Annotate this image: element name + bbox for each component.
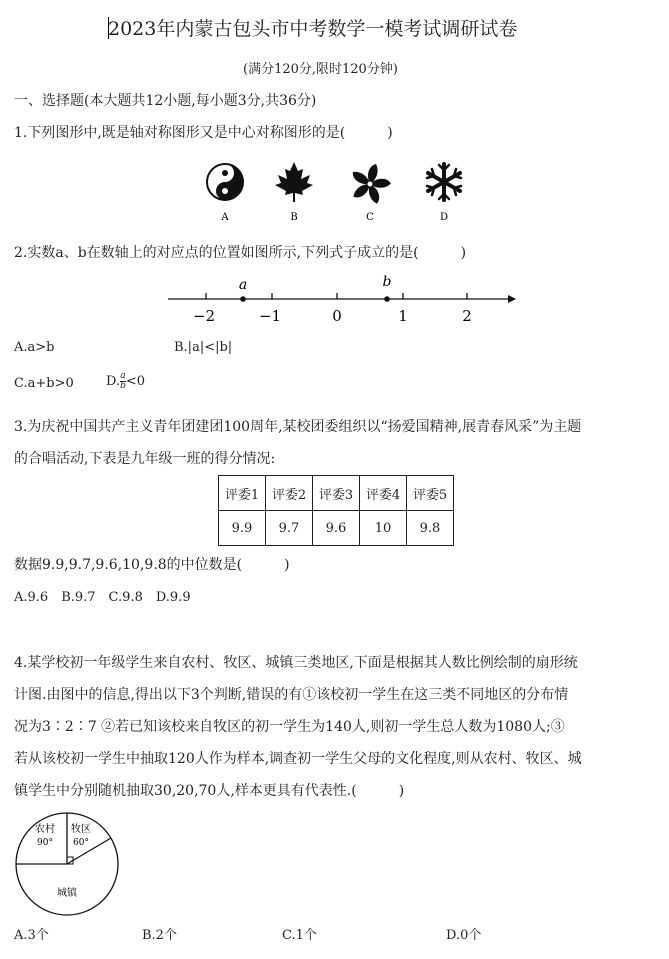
tick-label: 1	[398, 307, 408, 325]
q1-label-d: D	[439, 212, 449, 223]
q2-option-a: A.a>b	[14, 340, 55, 355]
table-header-cell: 评委2	[266, 476, 313, 511]
table-header-cell: 评委4	[360, 476, 407, 511]
q2-option-d-suffix: <0	[125, 374, 146, 389]
q2-option-d-prefix: D.	[106, 374, 121, 389]
pie-pastoral-angle: 60°	[73, 838, 89, 848]
q3-question: 数据9.9,9.7,9.6,10,9.8的中位数是( )	[14, 557, 290, 573]
pie-town-label: 城镇	[57, 888, 77, 899]
pie-rural-label: 农村	[35, 824, 55, 835]
maple-leaf-icon	[275, 162, 313, 202]
q2-option-c: C.a+b>0	[14, 376, 74, 391]
fraction-denominator: b	[120, 381, 126, 391]
table-header-cell: 评委3	[313, 476, 360, 511]
tick-label: −2	[192, 307, 216, 325]
q4-line3: 况为3∶2∶7 ②若已知该校来自牧区的初一学生为140人,则初一学生总人数为1080人;③	[14, 719, 565, 735]
q3-line1: 3.为庆祝中国共产主义青年团建团100周年,某校团委组织以“扬爱国精神,展青春风采”为主题	[14, 419, 582, 435]
q4-line5: 镇学生中分别随机抽取30,20,70人,样本更具有代表性.( )	[14, 783, 405, 799]
table-cell: 9.7	[266, 511, 313, 546]
tick-label: −1	[258, 307, 282, 325]
pie-rural-angle: 90°	[37, 838, 53, 848]
table-cell: 9.8	[407, 511, 454, 546]
q4-option-b: B.2个	[142, 928, 177, 943]
section-heading: 一、选择题(本大题共12小题,每小题3分,共36分)	[14, 93, 317, 109]
q4-option-c: C.1个	[282, 928, 317, 943]
table-cell: 9.9	[219, 511, 266, 546]
table-header-cell: 评委1	[219, 476, 266, 511]
table-header-row	[219, 476, 454, 511]
page-title: 2023年内蒙古包头市中考数学一模考试调研试卷	[108, 18, 518, 40]
q3-line2: 的合唱活动,下表是九年级一班的得分情况:	[14, 451, 276, 467]
point-a-label: a	[238, 277, 248, 293]
q2-option-b: B.|a|<|b|	[174, 340, 233, 355]
point-b-dot	[384, 296, 390, 302]
bauhinia-flower-icon	[350, 164, 391, 205]
q4-option-d: D.0个	[446, 928, 482, 943]
table-cell: 10	[360, 511, 407, 546]
q1-label-b: B	[290, 212, 298, 223]
q3-options: A.9.6 B.9.7 C.9.8 D.9.9	[14, 590, 191, 605]
yin-yang-icon	[207, 164, 243, 200]
q1-figures	[200, 160, 480, 224]
pie-chart	[12, 812, 126, 916]
q4-line2: 计图.由图中的信息,得出以下3个判断,错误的有①该校初一学生在这三类不同地区的分布情	[14, 687, 569, 703]
q2-option-d	[106, 372, 145, 391]
q4-line4: 若从该校初一学生中抽取120人作为样本,调查初一学生父母的文化程度,则从农村、牧区、城	[14, 751, 582, 767]
snowflake-icon	[427, 164, 461, 200]
tick-label: 0	[332, 307, 342, 325]
table-header-cell: 评委5	[407, 476, 454, 511]
pie-pastoral-label: 牧区	[71, 824, 91, 835]
q1-label-c: C	[366, 212, 374, 223]
page-subtitle: (满分120分,限时120分钟)	[243, 62, 398, 77]
fraction-numerator: a	[120, 371, 126, 381]
table-cell: 9.6	[313, 511, 360, 546]
point-a-dot	[240, 296, 246, 302]
q2-text: 2.实数a、b在数轴上的对应点的位置如图所示,下列式子成立的是( )	[14, 245, 467, 261]
q4-line1: 4.某学校初一年级学生来自农村、牧区、城镇三类地区,下面是根据其人数比例绘制的扇形统	[14, 655, 578, 671]
table-row	[219, 511, 454, 546]
q1-label-a: A	[221, 212, 229, 223]
point-b-label: b	[382, 274, 392, 290]
q1-text: 1.下列图形中,既是轴对称图形又是中心对称图形的是( )	[14, 125, 393, 141]
score-table	[218, 475, 454, 546]
number-line	[160, 272, 520, 328]
tick-label: 2	[462, 307, 472, 325]
q4-option-a: A.3个	[14, 928, 49, 943]
